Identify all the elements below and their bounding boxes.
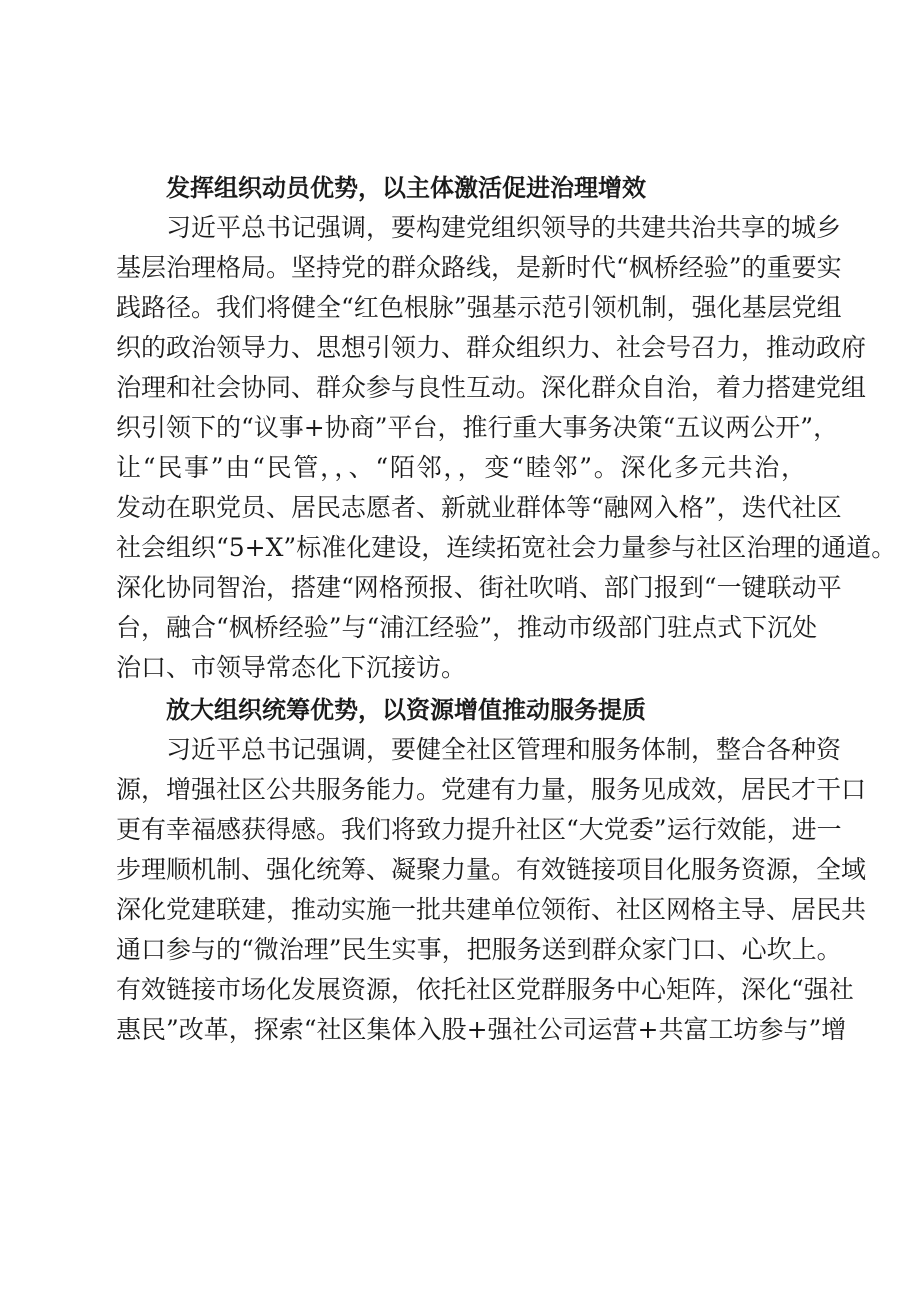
paragraph-line: 深化党建联建，推动实施一批共建单位领衔、社区网格主导、居民共 <box>116 895 867 924</box>
paragraph-line: 习近平总书记强调，要健全社区管理和服务体制，整合各种资 <box>166 735 842 764</box>
paragraph-line: 织引领下的“议事+协商”平台，推行重大事务决策“五议两公开”， <box>116 413 839 442</box>
paragraph-line: 步理顺机制、强化统筹、凝聚力量。有效链接项目化服务资源，全域 <box>116 855 867 884</box>
paragraph-line: 让“民事”由“民管，，、“陌邻，，变“睦邻”。深化多元共治， <box>116 453 806 482</box>
paragraph-line: 治理和社会协同、群众参与良性互动。深化群众自治，着力搭建党组 <box>116 373 867 402</box>
paragraph-line: 践路径。我们将健全“红色根脉”强基示范引领机制，强化基层党组 <box>116 293 842 322</box>
paragraph-line: 通口参与的“微治理”民生实事，把服务送到群众家门口、心坎上。 <box>116 935 842 964</box>
paragraph-line: 发动在职党员、居民志愿者、新就业群体等“融网入格”，迭代社区 <box>116 493 842 522</box>
paragraph-line: 社会组织“5+X”标准化建设，连续拓宽社会力量参与社区治理的通道。 <box>116 533 897 562</box>
paragraph-line: 源，增强社区公共服务能力。党建有力量，服务见成效，居民才干口 <box>116 775 867 804</box>
paragraph-line: 更有幸福感获得感。我们将致力提升社区“大党委”运行效能，进一 <box>116 815 842 844</box>
paragraph-line: 织的政治领导力、思想引领力、群众组织力、社会号召力，推动政府 <box>116 333 867 362</box>
paragraph-line: 深化协同智治，搭建“网格预报、街社吹哨、部门报到“一键联动平 <box>116 573 842 602</box>
document-body <box>116 168 897 1050</box>
paragraph-line: 治口、市领导常态化下沉接访。 <box>116 653 467 682</box>
paragraph-line: 台，融合“枫桥经验”与“浦江经验”，推动市级部门驻点式下沉处 <box>116 613 818 642</box>
section-paragraph <box>116 208 897 688</box>
paragraph-line: 惠民”改革，探索“社区集体入股+强社公司运营+共富工坊参与”增 <box>116 1015 847 1044</box>
section-paragraph <box>116 730 867 1050</box>
section-heading: 发挥组织动员优势，以主体激活促进治理增效 <box>166 173 646 202</box>
paragraph-line: 基层治理格局。坚持党的群众路线，是新时代“枫桥经验”的重要实 <box>116 253 842 282</box>
section-heading: 放大组织统筹优势，以资源增值推动服务提质 <box>166 695 646 724</box>
paragraph-line: 有效链接市场化发展资源，依托社区党群服务中心矩阵，深化“强社 <box>116 975 854 1004</box>
paragraph-line: 习近平总书记强调，要构建党组织领导的共建共治共享的城乡 <box>166 213 842 242</box>
